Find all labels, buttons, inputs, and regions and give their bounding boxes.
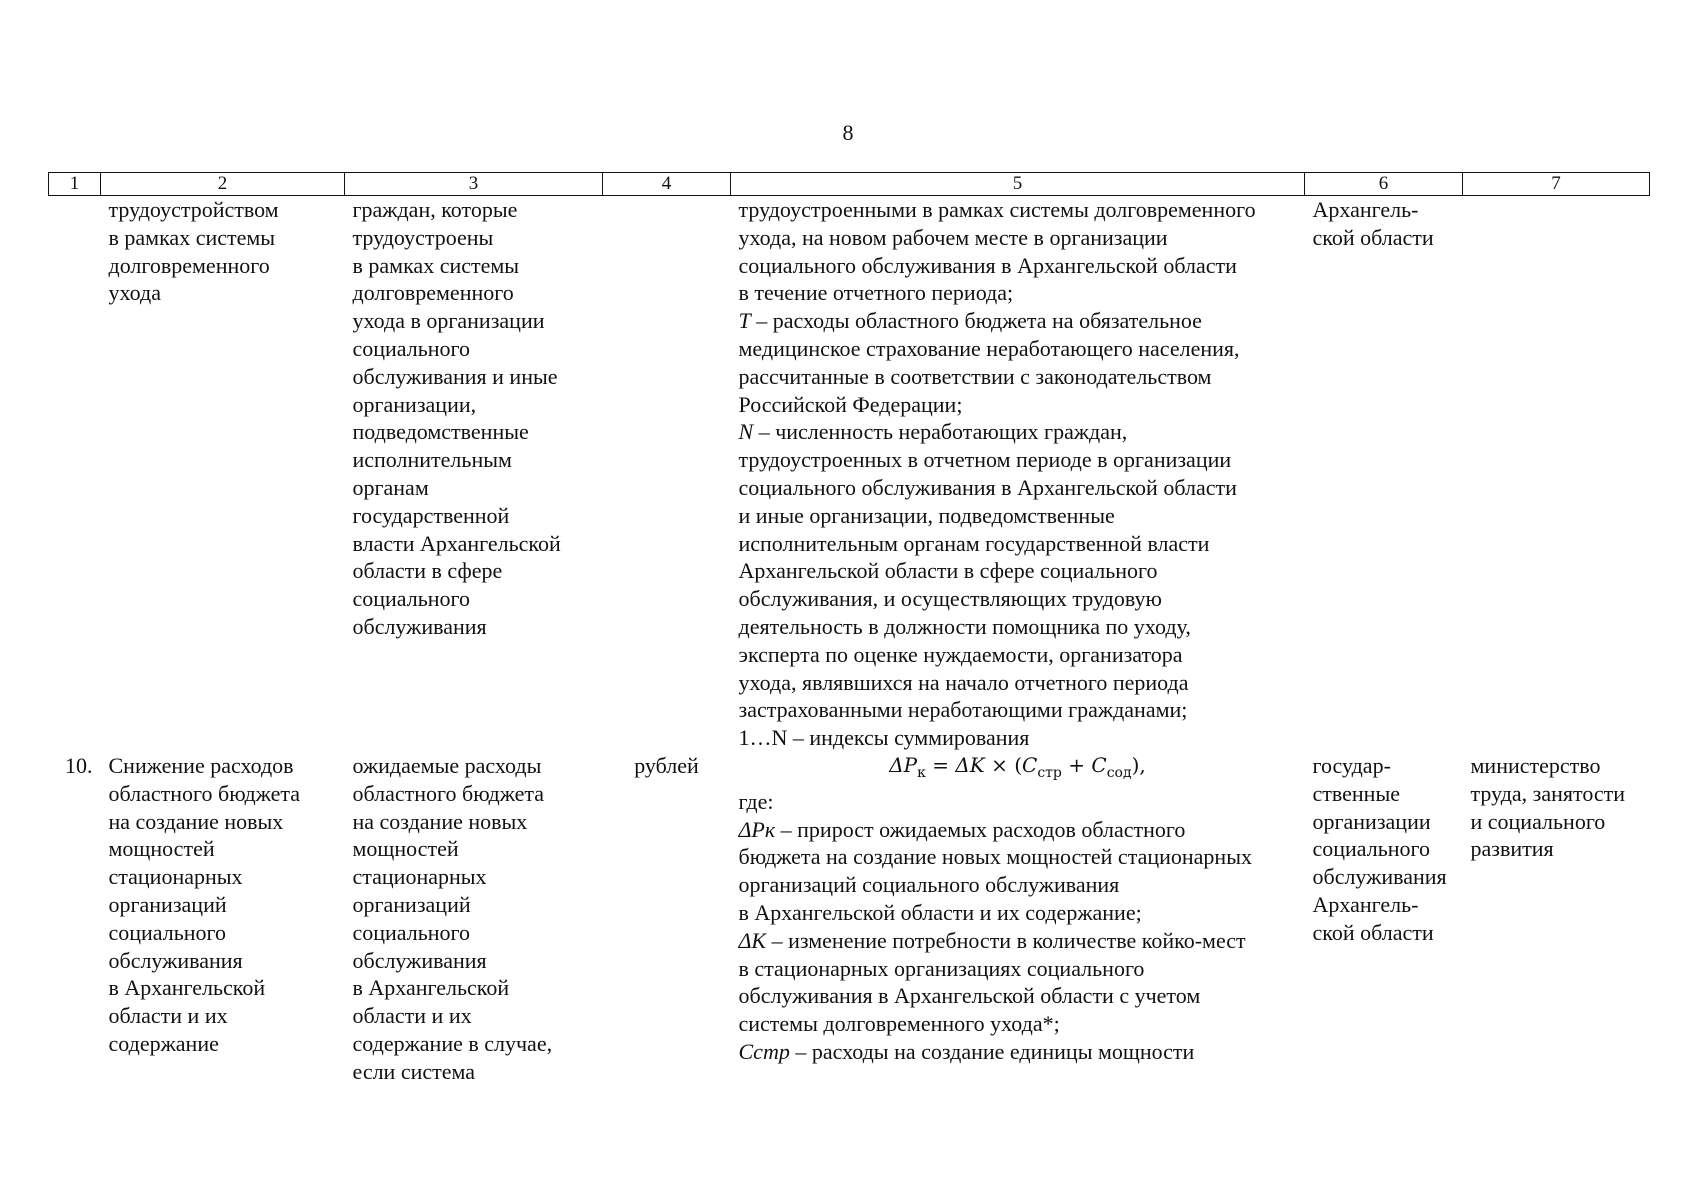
method-line <box>739 816 1297 844</box>
definition-line: подведомственные <box>352 419 529 445</box>
definition-line: долговременного <box>352 280 514 306</box>
method-line <box>739 1038 1297 1066</box>
definition-line: содержание в случае, <box>352 1030 553 1056</box>
method-line <box>739 641 1297 669</box>
method-line <box>739 502 1297 530</box>
header-col-4: 4 <box>603 173 731 196</box>
definition-line: граждан, которые <box>352 197 518 222</box>
definition-line: обслуживания <box>352 947 487 973</box>
indicator-cell <box>101 196 345 752</box>
method-line <box>739 196 1297 224</box>
method-text: трудоустроенными в рамках системы долговременного <box>738 197 1256 222</box>
header-col-1: 1 <box>49 173 101 196</box>
definition-line: социального <box>352 335 471 361</box>
header-col-7: 7 <box>1463 173 1650 196</box>
source-line: ственные <box>1312 780 1400 806</box>
unit-cell <box>603 196 731 752</box>
definition-line: организаций <box>352 891 471 917</box>
row-number <box>49 752 101 1086</box>
source-line: ской области <box>1312 224 1434 250</box>
definition-line: власти Архангельской <box>352 530 561 556</box>
definition-cell <box>345 752 603 1086</box>
definition-line: стационарных <box>352 864 487 890</box>
indicator-line: трудоустройством <box>108 197 279 222</box>
formula-c-build-sub: стр <box>1037 764 1062 781</box>
definition-line: мощностей <box>352 836 459 862</box>
method-line <box>739 843 1297 871</box>
method-line <box>739 927 1297 955</box>
indicator-cell <box>101 752 345 1086</box>
method-text: – расходы на создание единицы мощности <box>789 1038 1195 1064</box>
method-text: – численность неработающих граждан, <box>753 419 1128 445</box>
method-line <box>739 252 1297 280</box>
responsible-line: и социального <box>1470 808 1606 834</box>
indicator-line: на создание новых <box>108 808 284 834</box>
definition-line: области в сфере <box>352 558 503 584</box>
header-col-2: 2 <box>101 173 345 196</box>
responsible-line: министерство <box>1470 752 1601 778</box>
formula-equals: = <box>925 752 956 777</box>
definition-line: в Архангельской <box>352 975 510 1001</box>
source-line: организации <box>1312 808 1431 834</box>
method-text: трудоустроенных в отчетном периоде в организации <box>738 447 1232 473</box>
method-text: медицинское страхование неработающего населения, <box>738 335 1240 361</box>
formula-c-maint-sub: сод <box>1106 764 1132 781</box>
method-text: застрахованными неработающими гражданами; <box>738 697 1188 723</box>
indicator-line: мощностей <box>108 836 215 862</box>
indicator-line: стационарных <box>108 864 243 890</box>
method-line <box>739 335 1297 363</box>
definition-line: ожидаемые расходы <box>352 752 542 778</box>
method-text: эксперта по оценке нуждаемости, организатора <box>738 641 1183 667</box>
header-col-6: 6 <box>1305 173 1463 196</box>
method-line <box>739 418 1297 446</box>
method-line <box>739 279 1297 307</box>
method-line <box>739 446 1297 474</box>
method-line <box>739 871 1297 899</box>
formula-delta-k: ΔK <box>955 752 985 777</box>
method-text: организаций социального обслуживания <box>738 872 1120 898</box>
responsible-line: развития <box>1470 836 1554 862</box>
definition-line: в рамках системы <box>352 252 520 278</box>
definition-line: на создание новых <box>352 808 528 834</box>
definition-line: обслуживания <box>352 613 487 639</box>
page-number: 8 <box>842 120 854 145</box>
symbol: Cстр <box>738 1038 790 1064</box>
formula <box>739 752 1297 788</box>
method-line <box>739 788 1297 816</box>
method-text: рассчитанные в соответствии с законодательством <box>738 363 1212 389</box>
indicator-line: долговременного <box>108 252 270 278</box>
table-row <box>49 752 1650 1086</box>
responsible-line: труда, занятости <box>1470 780 1626 806</box>
header-col-5: 5 <box>731 173 1305 196</box>
symbol: ΔPк <box>738 816 776 842</box>
symbol: ΔK <box>738 927 767 953</box>
method-line <box>739 724 1297 752</box>
method-cell <box>731 196 1305 752</box>
source-cell <box>1305 196 1463 752</box>
method-line <box>739 955 1297 983</box>
method-text: системы долговременного ухода*; <box>738 1011 1060 1037</box>
method-text: ухода, являвшихся на начало отчетного периода <box>738 669 1189 695</box>
formula-times: × ( <box>984 752 1023 777</box>
source-line: обслуживания <box>1312 864 1447 890</box>
method-line <box>739 1010 1297 1038</box>
formula-lhs-sub: к <box>917 764 926 781</box>
indicator-line: областного бюджета <box>108 780 301 806</box>
source-line: социального <box>1312 836 1431 862</box>
definition-line: обслуживания и иные <box>352 363 558 389</box>
method-line <box>739 391 1297 419</box>
method-line <box>739 557 1297 585</box>
symbol: N <box>738 419 754 445</box>
indicator-line: Снижение расходов <box>108 752 294 778</box>
method-text: и иные организации, подведомственные <box>738 502 1115 528</box>
method-cell <box>731 752 1305 1086</box>
method-text: Архангельской области в сфере социального <box>738 558 1158 584</box>
formula-c-maint: C <box>1091 752 1107 777</box>
method-line <box>739 982 1297 1010</box>
definition-line: государственной <box>352 502 510 528</box>
method-text: деятельность в должности помощника по уходу, <box>738 613 1191 639</box>
definition-line: органам <box>352 474 429 500</box>
method-text: ухода, на новом рабочем месте в организации <box>738 224 1168 250</box>
definition-line: ухода в организации <box>352 308 545 334</box>
method-line <box>739 363 1297 391</box>
responsible-cell <box>1463 196 1650 752</box>
definition-line: социального <box>352 586 471 612</box>
definition-line: областного бюджета <box>352 780 545 806</box>
source-line: Архангель- <box>1312 197 1419 222</box>
source-line: Архангель- <box>1312 891 1419 917</box>
indicator-line: социального <box>108 919 227 945</box>
method-text: бюджета на создание новых мощностей стационарных <box>738 844 1252 870</box>
method-text: обслуживания в Архангельской области с учетом <box>738 983 1201 1009</box>
formula-close: ), <box>1131 752 1146 777</box>
method-text: в стационарных организациях социального <box>738 955 1145 981</box>
method-text: социального обслуживания в Архангельской области <box>738 474 1237 500</box>
method-text: – расходы областного бюджета на обязательное <box>750 308 1202 334</box>
header-col-3: 3 <box>345 173 603 196</box>
table-row <box>49 196 1650 752</box>
indicator-line: ухода <box>108 280 161 306</box>
indicator-line: области и их <box>108 1003 228 1029</box>
indicator-line: обслуживания <box>108 947 243 973</box>
formula-c-build: C <box>1022 752 1038 777</box>
method-line <box>739 224 1297 252</box>
method-text: – прирост ожидаемых расходов областного <box>775 816 1186 842</box>
document-table <box>48 172 1650 1086</box>
method-line <box>739 613 1297 641</box>
definition-line: социального <box>352 919 471 945</box>
method-line <box>739 899 1297 927</box>
definition-cell <box>345 196 603 752</box>
method-text: социального обслуживания в Архангельской области <box>738 252 1237 278</box>
definition-line: исполнительным <box>352 447 512 473</box>
method-line <box>739 307 1297 335</box>
method-text: где: <box>738 788 774 814</box>
definition-line: трудоустроены <box>352 224 494 250</box>
source-line: ской области <box>1312 919 1434 945</box>
symbol: T <box>738 308 751 334</box>
indicator-line: организаций <box>108 891 227 917</box>
row-number <box>49 196 101 752</box>
formula-lhs: ΔP <box>889 752 918 777</box>
definition-line: организации, <box>352 391 477 417</box>
method-text: исполнительным органам государственной власти <box>738 530 1210 556</box>
source-cell <box>1305 752 1463 1086</box>
column-number-header <box>49 173 1650 196</box>
method-line <box>739 530 1297 558</box>
method-line <box>739 474 1297 502</box>
indicator-line: в рамках системы <box>108 224 276 250</box>
indicator-line: содержание <box>108 1030 219 1056</box>
row-number-text: 10. <box>65 752 93 778</box>
method-text: в Архангельской области и их содержание; <box>738 899 1142 925</box>
method-text: Российской Федерации; <box>738 391 963 417</box>
unit-text: рублей <box>634 752 699 778</box>
method-text: обслуживания, и осуществляющих трудовую <box>738 586 1162 612</box>
method-text: – изменение потребности в количестве койко-мест <box>766 927 1246 953</box>
indicator-line: в Архангельской <box>108 975 266 1001</box>
method-line <box>739 669 1297 697</box>
method-line <box>739 585 1297 613</box>
formula-plus: + <box>1061 752 1092 777</box>
definition-line: области и их <box>352 1003 472 1029</box>
source-line: государ- <box>1312 752 1391 778</box>
method-text: в течение отчетного периода; <box>738 280 1014 306</box>
responsible-cell <box>1463 752 1650 1086</box>
method-line <box>739 696 1297 724</box>
unit-cell <box>603 752 731 1086</box>
method-text: 1…N – индексы суммирования <box>738 725 1030 751</box>
definition-line: если система <box>352 1058 476 1084</box>
